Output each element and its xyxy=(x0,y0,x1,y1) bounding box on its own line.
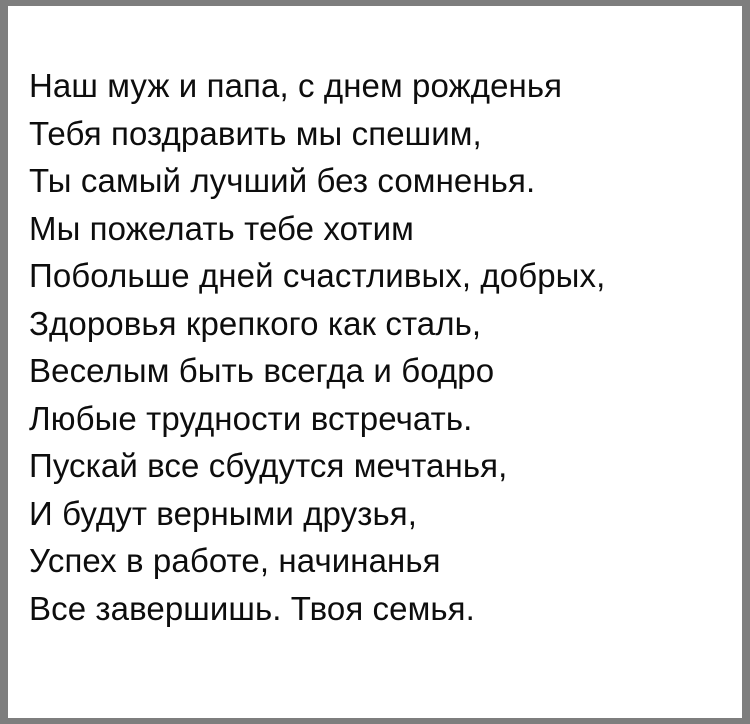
poem-line: Любые трудности встречать. xyxy=(29,399,473,437)
poem-line: Здоровья крепкого как сталь, xyxy=(29,304,482,342)
poem-line: Мы пожелать тебе хотим xyxy=(29,209,414,247)
poem-line: Пускай все сбудутся мечтанья, xyxy=(29,447,508,484)
poem-line: Успех в работе, начинанья xyxy=(29,542,441,579)
poem-line: Веселым быть всегда и бодро xyxy=(29,352,495,389)
poem-line: Ты самый лучший без сомненья. xyxy=(29,162,536,199)
poem-line: Все завершишь. Твоя семья. xyxy=(29,589,475,627)
poem-line: И будут верными друзья, xyxy=(29,494,418,532)
poem-text-block xyxy=(29,62,736,632)
poem-card xyxy=(8,6,742,718)
poem-line: Наш муж и папа, с днем рожденья xyxy=(29,67,563,104)
poem-line: Тебя поздравить мы спешим, xyxy=(29,114,482,152)
poem-line: Побольше дней счастливых, добрых, xyxy=(29,257,606,294)
